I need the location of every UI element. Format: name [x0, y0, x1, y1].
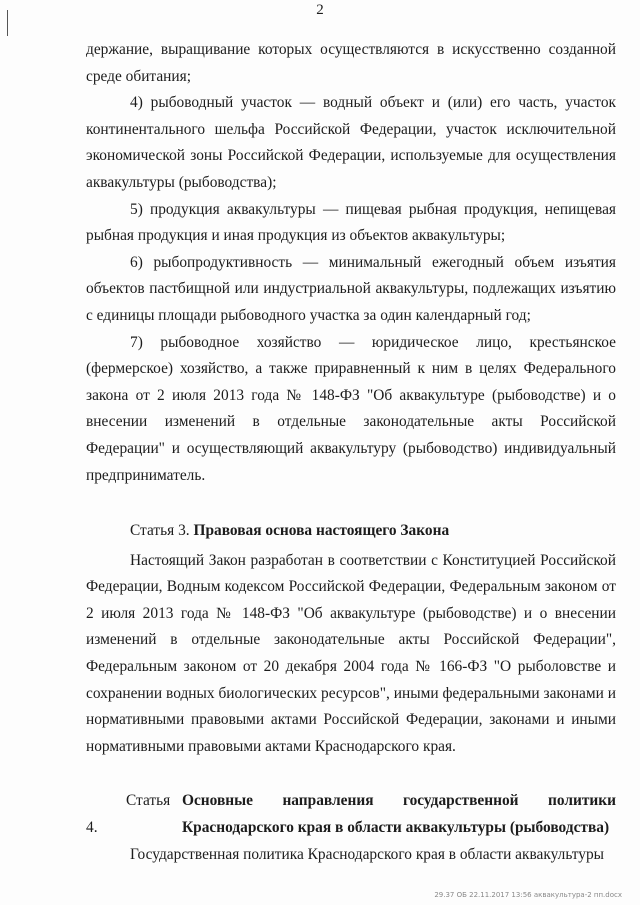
article-4-title: Основные направления государственной политики Краснодарского края в области аквакультуры (рыбоводства) [182, 792, 616, 837]
article-4-heading [86, 788, 616, 841]
page-number: 2 [316, 2, 324, 18]
article-4-label-box [86, 788, 182, 841]
article-3-text: Настоящий Закон разработан в соответствии с Конституцией Российской Федерации, Водным кодексом Российской Федерации, Федеральным законом от 2 июля 2013 года № 148-ФЗ "Об аквакультуре (рыбоводстве) и о внесении изменений в отдельные законодательные акты Российской Федерации", Федеральным законом от 20 декабря 2004 года № 166-ФЗ "О рыболовстве и сохранении водных биологических ресурсов", иными федеральными законами и нормативными правовыми актами Российской Федерации, законами и иными нормативными правовыми актами Краснодарского края. [86, 551, 616, 755]
article-4-label: Статья 4. [86, 792, 171, 837]
article-3-heading [86, 518, 616, 545]
article-3-title: Правовая основа настоящего Закона [193, 522, 450, 540]
paragraph-item-6: 6) рыбопродуктивность — минимальный ежегодный объем изъятия объектов пастбищной или индустриальной аквакультуры, подлежащих изъятию с единицы площади рыбоводного участка за один календарный год; [86, 253, 616, 324]
paragraph-item-7: 7) рыбоводное хозяйство — юридическое лицо, крестьянское (фермерское) хозяйство, а также приравненный к ним в целях Федерального закона от 2 июля 2013 года № 148-ФЗ "Об аквакультуре (рыбоводстве) и о внесении изменений в отдельные законодательные акты Российской Федерации" и осуществляющий аквакультуру (рыбоводство) индивидуальный предприниматель. [86, 333, 616, 484]
paragraph-item-5: 5) продукция аквакультуры — пищевая рыбная продукция, непищевая рыбная продукция и иная продукция из объектов аквакультуры; [86, 200, 616, 245]
article-4-text: Государственная политика Краснодарского края в области аквакультуры [130, 845, 605, 863]
file-footer: 29.37 ОБ 22.11.2017 13:56 аквакультура-2 пп.docx [434, 891, 622, 899]
paragraph-item-4: 4) рыбоводный участок — водный объект и (или) его часть, участок континентального шельфа Российской Федерации, участок исключительной экономической зоны Российской Федерации, используемые для осуществления аквакультуры (рыбоводства); [86, 94, 616, 191]
article-3-label: Статья 3. [130, 522, 190, 540]
document-body [86, 37, 616, 868]
article-4-title-box [182, 788, 616, 841]
paragraph-continuation: держание, выращивание которых осуществляются в искусственно созданной среде обитания; [86, 41, 616, 85]
